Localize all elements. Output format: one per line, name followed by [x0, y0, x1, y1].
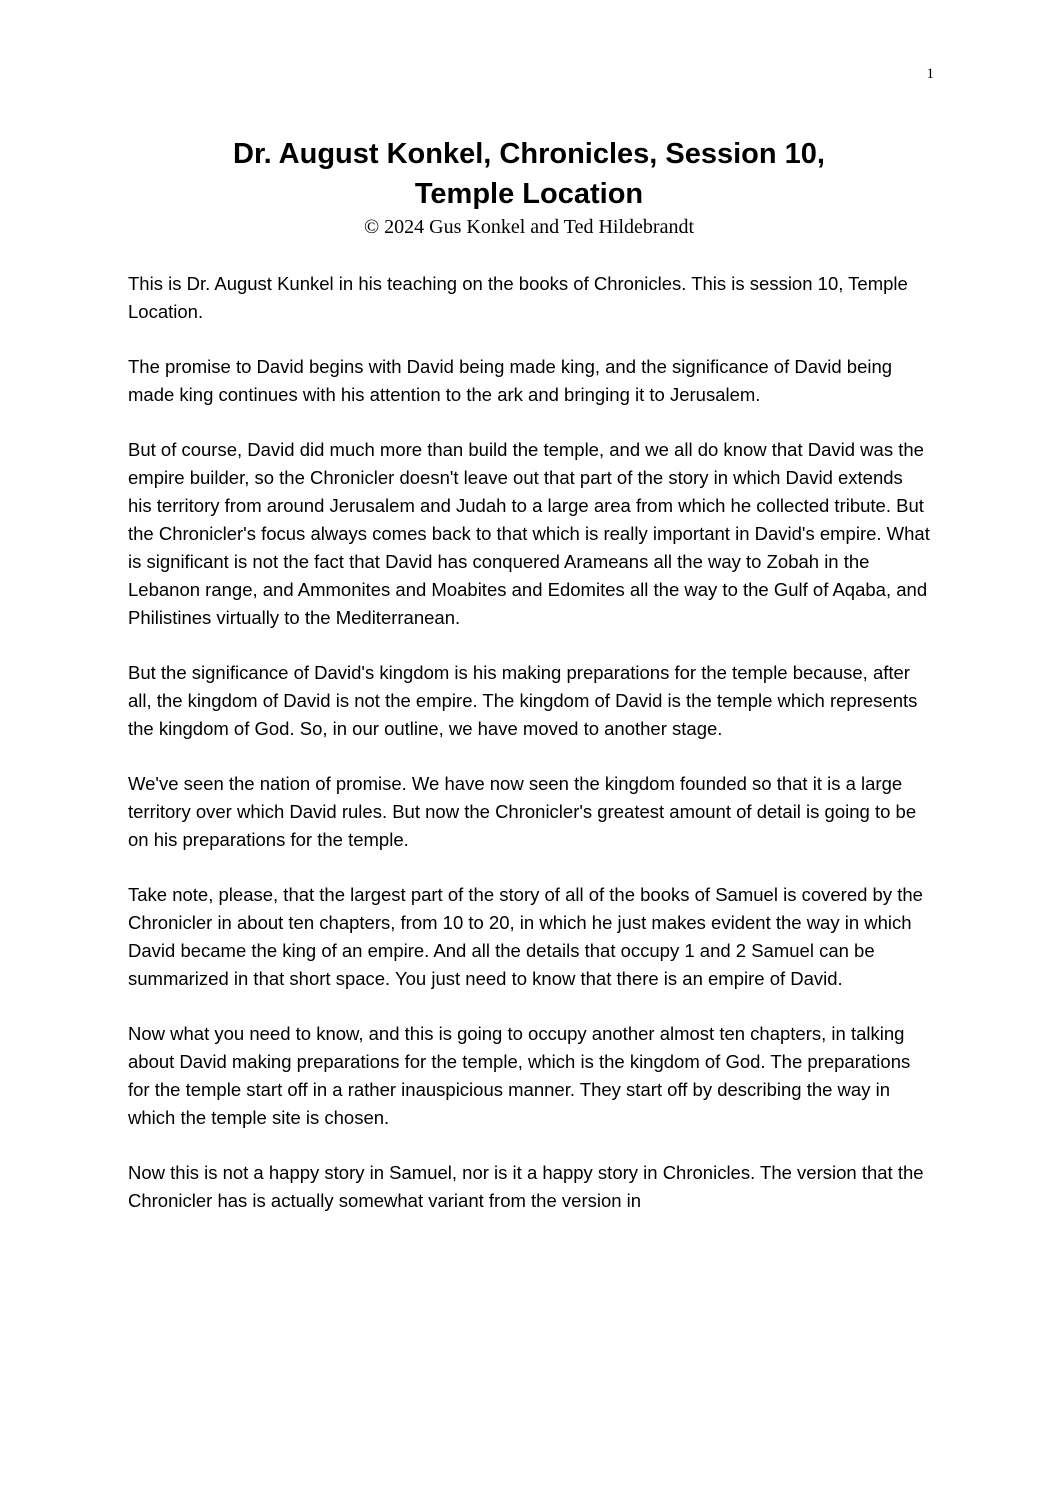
paragraph: Now this is not a happy story in Samuel, nor is it a happy story in Chronicles. The version that the Chronicler has is actually somewhat variant from the version in: [128, 1162, 924, 1211]
paragraph: But the significance of David's kingdom is his making preparations for the temple because, after all, the kingdom of David is not the empire. The kingdom of David is the temple which represents the kingdom of God. So, in our outline, we have moved to another stage.: [128, 662, 918, 739]
paragraph: We've seen the nation of promise. We have now seen the kingdom founded so that it is a large territory over which David rules. But now the Chronicler's greatest amount of detail is going to be on his preparations for the temple.: [128, 773, 917, 850]
paragraph: The promise to David begins with David being made king, and the significance of David being made king continues with his attention to the ark and bringing it to Jerusalem.: [128, 356, 893, 405]
paragraph: Take note, please, that the largest part of the story of all of the books of Samuel is covered by the Chronicler in about ten chapters, from 10 to 20, in which he just makes evident the way in which David became the king of an empire. And all the details that occupy 1 and 2 Samuel can be summarized in that short space. You just need to know that there is an empire of David.: [128, 884, 923, 989]
title-line-2: Temple Location: [414, 178, 644, 210]
document-title: [129, 134, 929, 214]
paragraph: This is Dr. August Kunkel in his teaching on the books of Chronicles. This is session 10, Temple Location.: [128, 273, 908, 322]
copyright-line: © 2024 Gus Konkel and Ted Hildebrandt: [363, 216, 695, 238]
title-block: [129, 134, 929, 240]
paragraph: Now what you need to know, and this is going to occupy another almost ten chapters, in talking about David making preparations for the temple, which is the kingdom of God. The preparations for the temple start off in a rather inauspicious manner. They start off by describing the way in which the temple site is chosen.: [128, 1023, 911, 1128]
page-number: 1: [926, 66, 934, 82]
title-line-1: Dr. August Konkel, Chronicles, Session 10,: [233, 138, 825, 170]
document-body: [128, 270, 930, 1242]
paragraph: But of course, David did much more than build the temple, and we all do know that David was the empire builder, so the Chronicler doesn't leave out that part of the story in which David extends his territory from around Jerusalem and Judah to a large area from which he collected tribute. But the Chronicler's focus always comes back to that which is really important in David's empire. What is significant is not the fact that David has conquered Arameans all the way to Zobah in the Lebanon range, and Ammonites and Moabites and Edomites all the way to the Gulf of Aqaba, and Philistines virtually to the Mediterranean.: [128, 439, 930, 628]
